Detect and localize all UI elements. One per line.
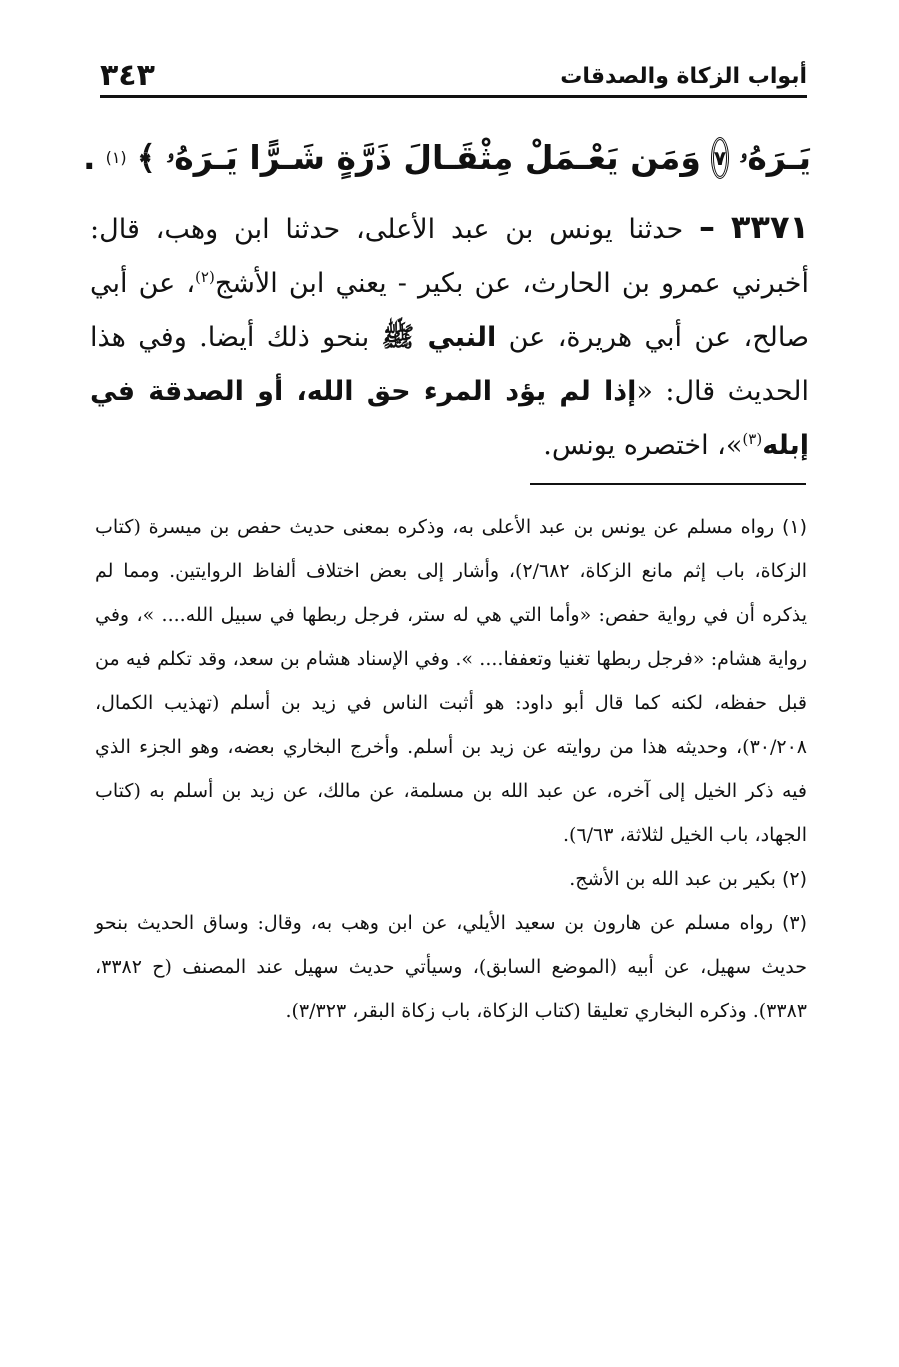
footnote-text: رواه مسلم عن يونس بن عبد الأعلى به، وذكره بمعنى حديث حفص بن ميسرة (كتاب الزكاة، باب إثم مانع الزكاة، ٢/٦٨٢)، وأشار إلى بعض اختلاف ألفاظ الروايتين. ومما لم يذكره أن في رواية حفص: «وأما التي هي له ستر، فرجل ربطها في سبيل الله.... »، وفي رواية هشام: «فرجل ربطها تغنيا وتعففا.... ». وفي الإسناد هشام بن سعد، وقد تكلم فيه من قبل حفظه، لكنه كما قال أبو داود: هو أثبت الناس في زيد بن أسلم (تهذيب الكمال، ٣٠/٢٠٨)، وحديثه هذا من روايته عن زيد بن أسلم. وأخرج البخاري بعضه، وهو الجزء الذي فيه ذكر الخيل إلى آخره، عن عبد الله بن مسلمة، عن مالك، عن زيد بن أسلم به (كتاب الجهاد، باب الخيل لثلاثة، ٦/٦٣). <box>95 516 807 846</box>
hadith-text-4: »، اختصره يونس. <box>543 430 743 461</box>
hadith-paragraph <box>90 200 809 473</box>
hadith-text-1: حدثنا يونس بن عبد الأعلى، حدثنا ابن وهب، قال: أخبرني عمرو بن الحارث، عن بكير - يعني ابن الأشج <box>90 214 809 299</box>
hadith-quote: إذا لم يؤد المرء حق الله، أو الصدقة في إبله <box>90 376 809 461</box>
verse-prev-end: يَـرَهُۥ <box>739 138 811 177</box>
page-header <box>100 58 807 92</box>
footnote-number: (١) <box>781 516 807 538</box>
page-number: ٣٤٣ <box>100 58 155 93</box>
verse-end-mark: . <box>83 138 96 177</box>
hadith-text-3: بنحو ذلك أيضا. وفي هذا الحديث قال: « <box>90 322 809 407</box>
verse-close-bracket: ﴾ <box>136 138 156 177</box>
verse-footnote-ref: (١) <box>105 148 127 167</box>
footnote-2 <box>95 857 807 901</box>
footnote-text: رواه مسلم عن هارون بن سعيد الأيلي، عن ابن وهب به، وقال: وساق الحديث بنحو حديث سهيل، عن أبيه (الموضع السابق)، وسيأتي حديث سهيل عند المصنف (ح ٣٣٨٢، ٣٣٨٣). وذكره البخاري تعليقا (كتاب الزكاة، باب زكاة البقر، ٣/٣٢٣). <box>95 912 807 1022</box>
verse-text: وَمَن يَعْـمَلْ مِثْقَـالَ ذَرَّةٍ شَـرًّا يَـرَهُۥ <box>166 138 701 177</box>
footnote-1 <box>95 505 807 857</box>
running-title: أبواب الزكاة والصدقات <box>560 64 807 89</box>
hadith-footnote-ref-2: (٢) <box>195 268 215 286</box>
footnote-text: بكير بن عبد الله بن الأشج. <box>569 868 776 890</box>
header-rule <box>100 95 807 98</box>
hadith-text-2: ، عن أبي صالح، عن أبي هريرة، عن <box>90 268 809 353</box>
footnote-separator <box>530 483 806 485</box>
hadith-footnote-ref-3: (٣) <box>742 430 763 448</box>
quran-verse <box>83 128 811 188</box>
hadith-number: ٣٣٧١ <box>730 208 809 246</box>
footnote-number: (٢) <box>781 868 807 890</box>
footnote-number: (٣) <box>781 912 807 934</box>
ayah-number-marker: ٧ <box>711 137 729 179</box>
hadith-dash: – <box>699 208 716 246</box>
hadith-nabi: النبي ﷺ <box>381 322 497 353</box>
footnotes <box>95 505 807 1033</box>
footnote-3 <box>95 901 807 1033</box>
